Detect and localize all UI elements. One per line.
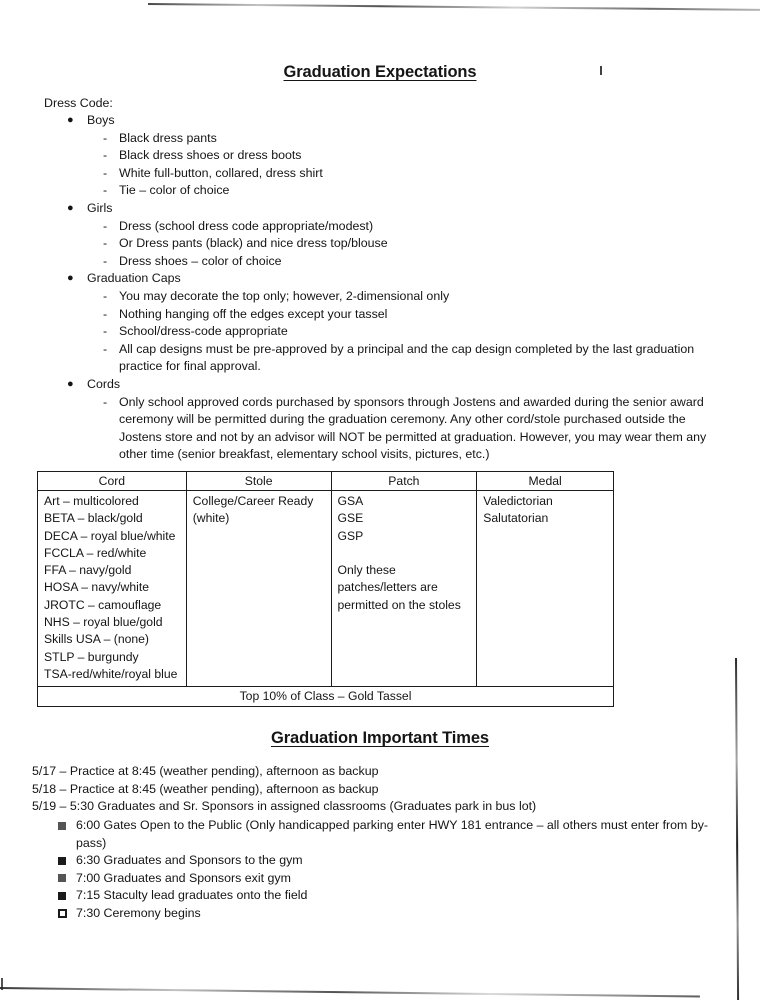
column-header-patch: Patch bbox=[331, 472, 477, 491]
patch-note: Only these patches/letters are permitted on the stoles bbox=[337, 563, 461, 612]
schedule-event-list bbox=[0, 817, 760, 923]
page-title: Graduation Expectations bbox=[283, 63, 477, 81]
group-label-text: Girls bbox=[87, 200, 113, 215]
square-bullet-icon bbox=[58, 909, 67, 918]
square-bullet-icon bbox=[58, 857, 66, 865]
dash-bullet-icon: - bbox=[103, 165, 108, 180]
dash-bullet-icon: - bbox=[103, 130, 108, 145]
dress-code-item bbox=[0, 323, 760, 341]
table-row bbox=[38, 491, 614, 687]
schedule-event-item bbox=[0, 905, 760, 923]
schedule-event-text: 7:00 Graduates and Sponsors exit gym bbox=[76, 870, 291, 885]
bullet-icon: ● bbox=[67, 272, 74, 285]
group-label-text: Boys bbox=[87, 113, 115, 127]
patch-codes bbox=[338, 493, 471, 545]
dash-bullet-icon: - bbox=[103, 341, 108, 356]
bullet-icon: ● bbox=[67, 201, 74, 214]
cell-cord bbox=[38, 491, 187, 687]
bullet-icon: ● bbox=[67, 377, 74, 390]
schedule-event-item bbox=[0, 870, 760, 888]
dash-bullet-icon: - bbox=[103, 306, 108, 321]
dash-bullet-icon: - bbox=[103, 218, 108, 233]
dress-code-label: Dress Code: bbox=[44, 96, 113, 110]
table-header-row bbox=[38, 472, 614, 491]
dash-bullet-icon: - bbox=[103, 253, 108, 268]
table-cell-line: JROTC – camouflage bbox=[44, 597, 162, 612]
cord-list bbox=[44, 493, 180, 683]
dress-code-item-text: Dress (school dress code appropriate/modest) bbox=[119, 218, 374, 233]
dress-code-item-text: You may decorate the top only; however, 2-dimensional only bbox=[119, 288, 450, 303]
dress-code-item-text: Black dress shoes or dress boots bbox=[119, 148, 302, 163]
dress-code-group-label bbox=[0, 270, 760, 288]
dress-code-item-text: Tie – color of choice bbox=[119, 183, 230, 198]
dress-code-item bbox=[0, 306, 760, 324]
dash-bullet-icon: - bbox=[103, 394, 108, 409]
dress-code-group bbox=[0, 376, 760, 464]
dress-code-item bbox=[0, 130, 760, 148]
table-cell-line: GSA bbox=[337, 494, 364, 508]
table-cell-line: BETA – black/gold bbox=[44, 511, 143, 526]
schedule-event-item bbox=[0, 817, 760, 852]
schedule-event-text: 7:15 Staculty lead graduates onto the field bbox=[76, 888, 308, 903]
schedule-date-lines bbox=[32, 763, 536, 816]
dash-bullet-icon: - bbox=[103, 236, 108, 251]
table-cell-line: HOSA – navy/white bbox=[44, 580, 149, 595]
scan-edge-bottom bbox=[0, 987, 700, 998]
table-cell-line: TSA-red/white/royal blue bbox=[44, 666, 178, 681]
times-title: Graduation Important Times bbox=[270, 729, 490, 747]
dress-code-group bbox=[0, 270, 760, 376]
dress-code-group bbox=[0, 200, 760, 270]
table-cell-line: Art – multicolored bbox=[44, 494, 139, 508]
schedule-date-line: 5/18 – Practice at 8:45 (weather pending), afternoon as backup bbox=[32, 781, 379, 796]
dress-code-sublist bbox=[0, 394, 760, 464]
dash-bullet-icon: - bbox=[103, 148, 108, 163]
cell-medal bbox=[477, 491, 614, 687]
group-label-text: Cords bbox=[87, 376, 121, 391]
dress-code-item-text: Only school approved cords purchased by sponsors through Jostens and awarded during the senior award ceremony will be permitted during the graduation ceremony. Any other cord/stole purchased outside the Jostens store and not by an advisor will NOT be permitted at graduation. However, you may wear them any other time (senior breakfast, elementary school visits, pictures, etc.) bbox=[119, 394, 707, 462]
dress-code-group-label bbox=[0, 200, 760, 218]
scan-edge-top bbox=[148, 3, 760, 11]
dress-code-group-label bbox=[0, 376, 760, 394]
dress-code-group-label bbox=[0, 112, 760, 130]
dress-code-item bbox=[0, 394, 760, 464]
dress-code-item bbox=[0, 147, 760, 165]
dress-code-item-text: All cap designs must be pre-approved by a principal and the cap design completed by the last graduation practice for final approval. bbox=[119, 341, 695, 374]
table-cell-line: Valedictorian bbox=[483, 494, 553, 508]
dash-bullet-icon: - bbox=[103, 288, 108, 303]
schedule-date-line: 5/19 – 5:30 Graduates and Sr. Sponsors in assigned classrooms (Graduates park in bus lot) bbox=[32, 799, 537, 814]
dress-code-item-text: Black dress pants bbox=[119, 130, 217, 145]
column-header-stole: Stole bbox=[186, 472, 331, 491]
medal-list bbox=[483, 493, 607, 528]
dress-code-list bbox=[0, 112, 760, 464]
stole-list: College/Career Ready (white) bbox=[192, 494, 314, 526]
dash-bullet-icon: - bbox=[103, 183, 108, 198]
dress-code-sublist bbox=[0, 288, 760, 376]
table-cell-line: FCCLA – red/white bbox=[44, 545, 147, 560]
dress-code-item-text: Or Dress pants (black) and nice dress top/blouse bbox=[119, 236, 388, 251]
tassel-note: Top 10% of Class – Gold Tassel bbox=[38, 687, 614, 707]
table-cell-line: GSP bbox=[337, 528, 364, 543]
dress-code-item bbox=[0, 253, 760, 271]
dress-code-item bbox=[0, 182, 760, 200]
group-label-text: Graduation Caps bbox=[87, 271, 181, 286]
schedule-event-item bbox=[0, 852, 760, 870]
dress-code-sublist bbox=[0, 130, 760, 200]
dress-code-item bbox=[0, 288, 760, 306]
table-cell-line: Salutatorian bbox=[483, 511, 549, 526]
column-header-medal: Medal bbox=[477, 472, 614, 491]
square-bullet-icon bbox=[58, 874, 66, 882]
schedule-event-text: 6:30 Graduates and Sponsors to the gym bbox=[76, 853, 303, 868]
table-footer-row bbox=[38, 687, 614, 707]
square-bullet-icon bbox=[58, 822, 66, 830]
bullet-icon: ● bbox=[67, 114, 74, 126]
schedule-event-text: 6:00 Gates Open to the Public (Only handicapped parking enter HWY 181 entrance – all others must enter from by-pass) bbox=[76, 818, 709, 850]
dress-code-sublist bbox=[0, 218, 760, 271]
dress-code-item bbox=[0, 165, 760, 183]
patch-spacer bbox=[338, 545, 471, 562]
table-cell-line: DECA – royal blue/white bbox=[44, 528, 176, 543]
table-cell-line: STLP – burgundy bbox=[44, 649, 139, 664]
square-bullet-icon bbox=[58, 892, 66, 900]
scan-edge-bottom-left bbox=[1, 978, 3, 990]
dress-code-group bbox=[0, 112, 760, 200]
dress-code-item bbox=[0, 218, 760, 236]
dash-bullet-icon: - bbox=[103, 324, 108, 339]
cell-patch bbox=[331, 491, 477, 687]
cell-stole bbox=[186, 491, 331, 687]
schedule-event-item bbox=[0, 887, 760, 905]
table-cell-line: FFA – navy/gold bbox=[44, 563, 132, 578]
dress-code-item-text: White full-button, collared, dress shirt bbox=[119, 165, 323, 180]
schedule-date-line: 5/17 – Practice at 8:45 (weather pending), afternoon as backup bbox=[32, 764, 379, 778]
dress-code-item-text: School/dress-code appropriate bbox=[119, 324, 288, 339]
table-cell-line: GSE bbox=[337, 511, 364, 526]
dress-code-item-text: Nothing hanging off the edges except your tassel bbox=[119, 306, 388, 321]
dress-code-item bbox=[0, 341, 760, 376]
column-header-cord: Cord bbox=[38, 472, 187, 491]
schedule-event-text: 7:30 Ceremony begins bbox=[76, 905, 201, 920]
dress-code-item-text: Dress shoes – color of choice bbox=[119, 253, 282, 268]
regalia-table bbox=[37, 471, 614, 707]
table-cell-line: Skills USA – (none) bbox=[44, 632, 149, 647]
dress-code-item bbox=[0, 235, 760, 253]
table-cell-line: NHS – royal blue/gold bbox=[44, 615, 163, 630]
